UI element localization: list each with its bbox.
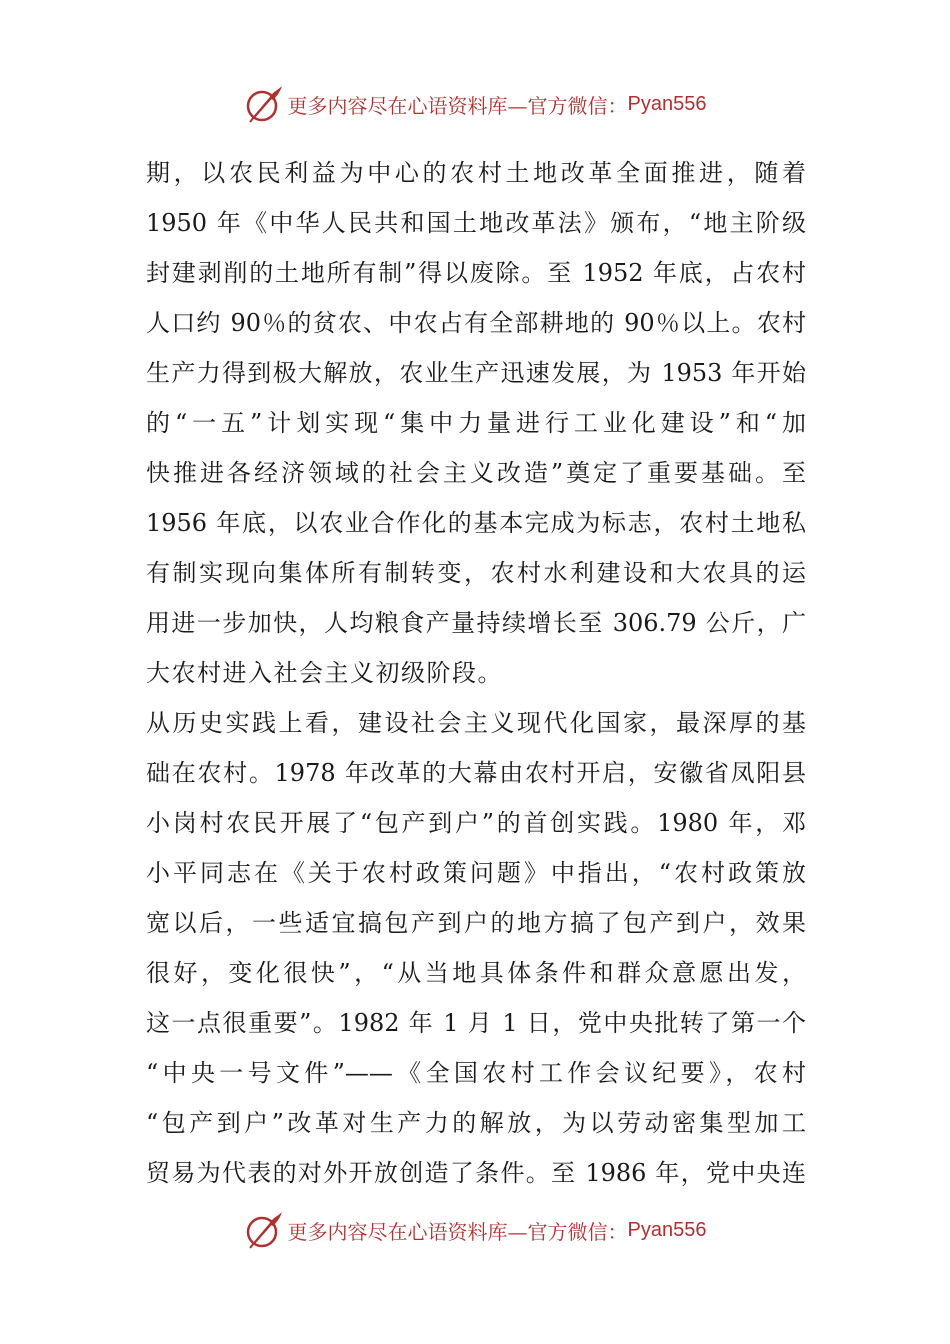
text-line: 从历史实践上看，建设社会主义现代化国家，最深厚的基 xyxy=(146,709,806,737)
text-line: 大农村进入社会主义初级阶段。 xyxy=(146,659,503,687)
text-line: 础在农村。1978 年改革的大幕由农村开启，安徽省凤阳县 xyxy=(146,759,806,787)
text-line: 小平同志在《关于农村政策问题》中指出，“农村政策放 xyxy=(146,859,806,887)
text-line: 封建剥削的土地所有制”得以废除。至 1952 年底，占农村 xyxy=(146,259,806,287)
text-line: 用进一步加快，人均粮食产量持续增长至 306.79 公斤，广 xyxy=(146,609,806,637)
text-line: 小岗村农民开展了“包产到户”的首创实践。1980 年，邓 xyxy=(146,809,806,837)
text-line: “包产到户”改革对生产力的解放，为以劳动密集型加工 xyxy=(146,1109,806,1137)
text-line: 生产力得到极大解放，农业生产迅速发展，为 1953 年开始 xyxy=(146,359,806,387)
text-line: 很好，变化很快”，“从当地具体条件和群众意愿出发， xyxy=(146,959,806,987)
footer-watermark-banner xyxy=(0,1208,950,1252)
text-line: 1956 年底，以农业合作化的基本完成为标志，农村土地私 xyxy=(146,509,806,537)
text-line: 贸易为代表的对外开放创造了条件。至 1986 年，党中央连 xyxy=(146,1159,806,1187)
quill-pen-logo-icon xyxy=(244,1210,284,1250)
text-line: 宽以后，一些适宜搞包产到户的地方搞了包产到户，效果 xyxy=(146,909,806,937)
text-line: 人口约 90％的贫农、中农占有全部耕地的 90％以上。农村 xyxy=(146,309,806,337)
text-line: 这一点很重要”。1982 年 1 月 1 日，党中央批转了第一个 xyxy=(146,1009,806,1037)
banner-brand-text: 更多内容尽在心语资料库—官方微信： xyxy=(287,1219,628,1244)
text-line: 快推进各经济领域的社会主义改造”奠定了重要基础。至 xyxy=(146,459,806,487)
quill-pen-logo-icon xyxy=(244,84,284,124)
banner-wechat-id: Pyan556 xyxy=(627,1218,707,1241)
text-line: 的“一五”计划实现“集中力量进行工业化建设”和“加 xyxy=(146,409,806,437)
banner-brand-text: 更多内容尽在心语资料库—官方微信： xyxy=(287,93,628,118)
text-line: 1950 年《中华人民共和国土地改革法》颁布，“地主阶级 xyxy=(146,209,806,237)
text-line: 期，以农民利益为中心的农村土地改革全面推进，随着 xyxy=(146,159,806,187)
text-line: 有制实现向集体所有制转变，农村水利建设和大农具的运 xyxy=(146,559,806,587)
banner-wechat-id: Pyan556 xyxy=(627,92,707,115)
text-line: “中央一号文件”——《全国农村工作会议纪要》，农村 xyxy=(146,1059,806,1087)
header-watermark-banner xyxy=(0,82,950,126)
document-body xyxy=(146,148,806,1198)
